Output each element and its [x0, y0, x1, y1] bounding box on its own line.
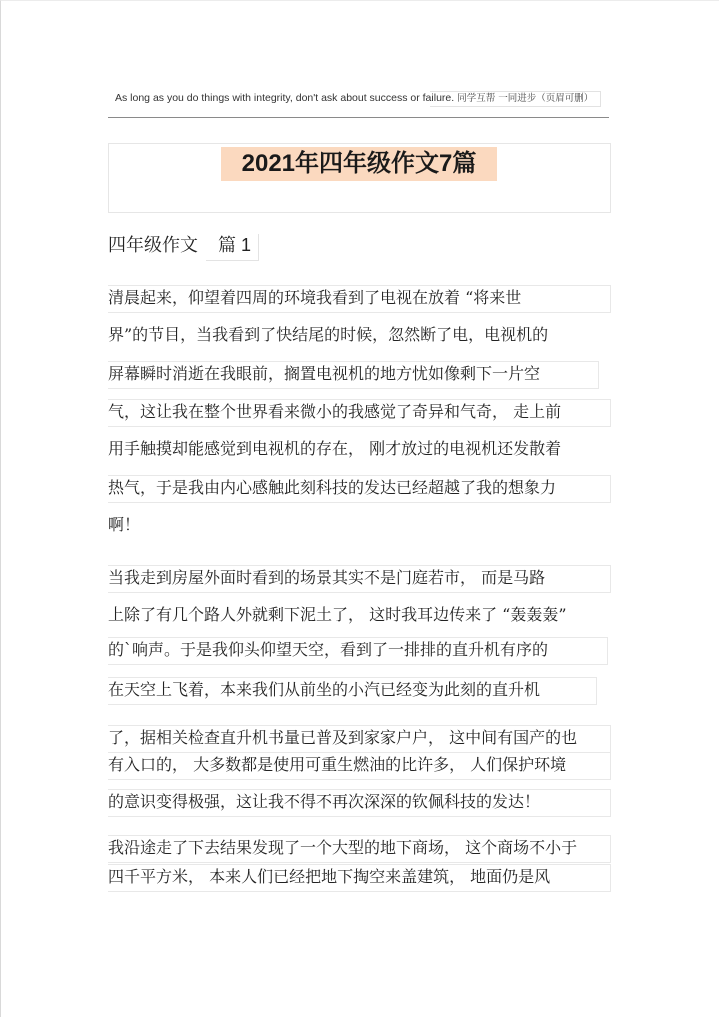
header-frame: [430, 91, 601, 107]
section-number: 篇 1: [218, 235, 252, 255]
section-heading-frame: [206, 234, 259, 261]
text-line: 用手触摸却能感觉到电视机的存在， 刚才放过的电视机还发散着: [108, 439, 562, 458]
text-line: 了，据相关检查直升机书量已普及到家家户户， 这中间有国产的也: [108, 725, 611, 753]
header-motto-cn: 同学互帮 一同进步（页眉可删）: [454, 93, 594, 104]
text-line: 界”的节目，当我看到了快结尾的时候，忽然断了电，电视机的: [108, 325, 549, 344]
text-line: 热气，于是我由内心感触此刻科技的发达已经超越了我的想象力: [108, 475, 611, 503]
text-line: 上除了有几个路人外就剩下泥土了， 这时我耳边传来了 “轰轰轰”: [108, 605, 567, 624]
document-title: 2021年四年级作文7篇: [221, 147, 497, 181]
text-line: 我沿途走了下去结果发现了一个大型的地下商场， 这个商场不小于: [108, 835, 611, 863]
header-divider: [108, 117, 609, 118]
text-line: 的`响声。于是我仰头仰望天空，看到了一排排的直升机有序的: [108, 637, 608, 665]
text-line: 清晨起来，仰望着四周的环境我看到了电视在放着 “将来世: [108, 285, 611, 313]
text-line: 有入口的， 大多数都是使用可重生燃油的比许多， 人们保护环境: [108, 752, 611, 780]
text-line: 四千平方米， 本来人们已经把地下掏空来盖建筑， 地面仍是风: [108, 864, 611, 892]
header-motto-en: As long as you do things with integrity, don't ask about success or failure.: [115, 92, 455, 104]
text-line: 的意识变得极强，这让我不得不再次深深的钦佩科技的发达！: [108, 789, 611, 817]
text-line: 屏幕瞬时消逝在我眼前，搁置电视机的地方忧如像剩下一片空: [108, 361, 599, 389]
text-line: 在天空上飞着，本来我们从前坐的小汽已经变为此刻的直升机: [108, 677, 597, 705]
text-line: 啊！: [108, 515, 141, 534]
text-line: 当我走到房屋外面时看到的场景其实不是门庭若市， 而是马路: [108, 565, 611, 593]
section-label: 四年级作文: [108, 235, 198, 256]
text-line: 气，这让我在整个世界看来微小的我感觉了奇异和气奇， 走上前: [108, 399, 611, 427]
